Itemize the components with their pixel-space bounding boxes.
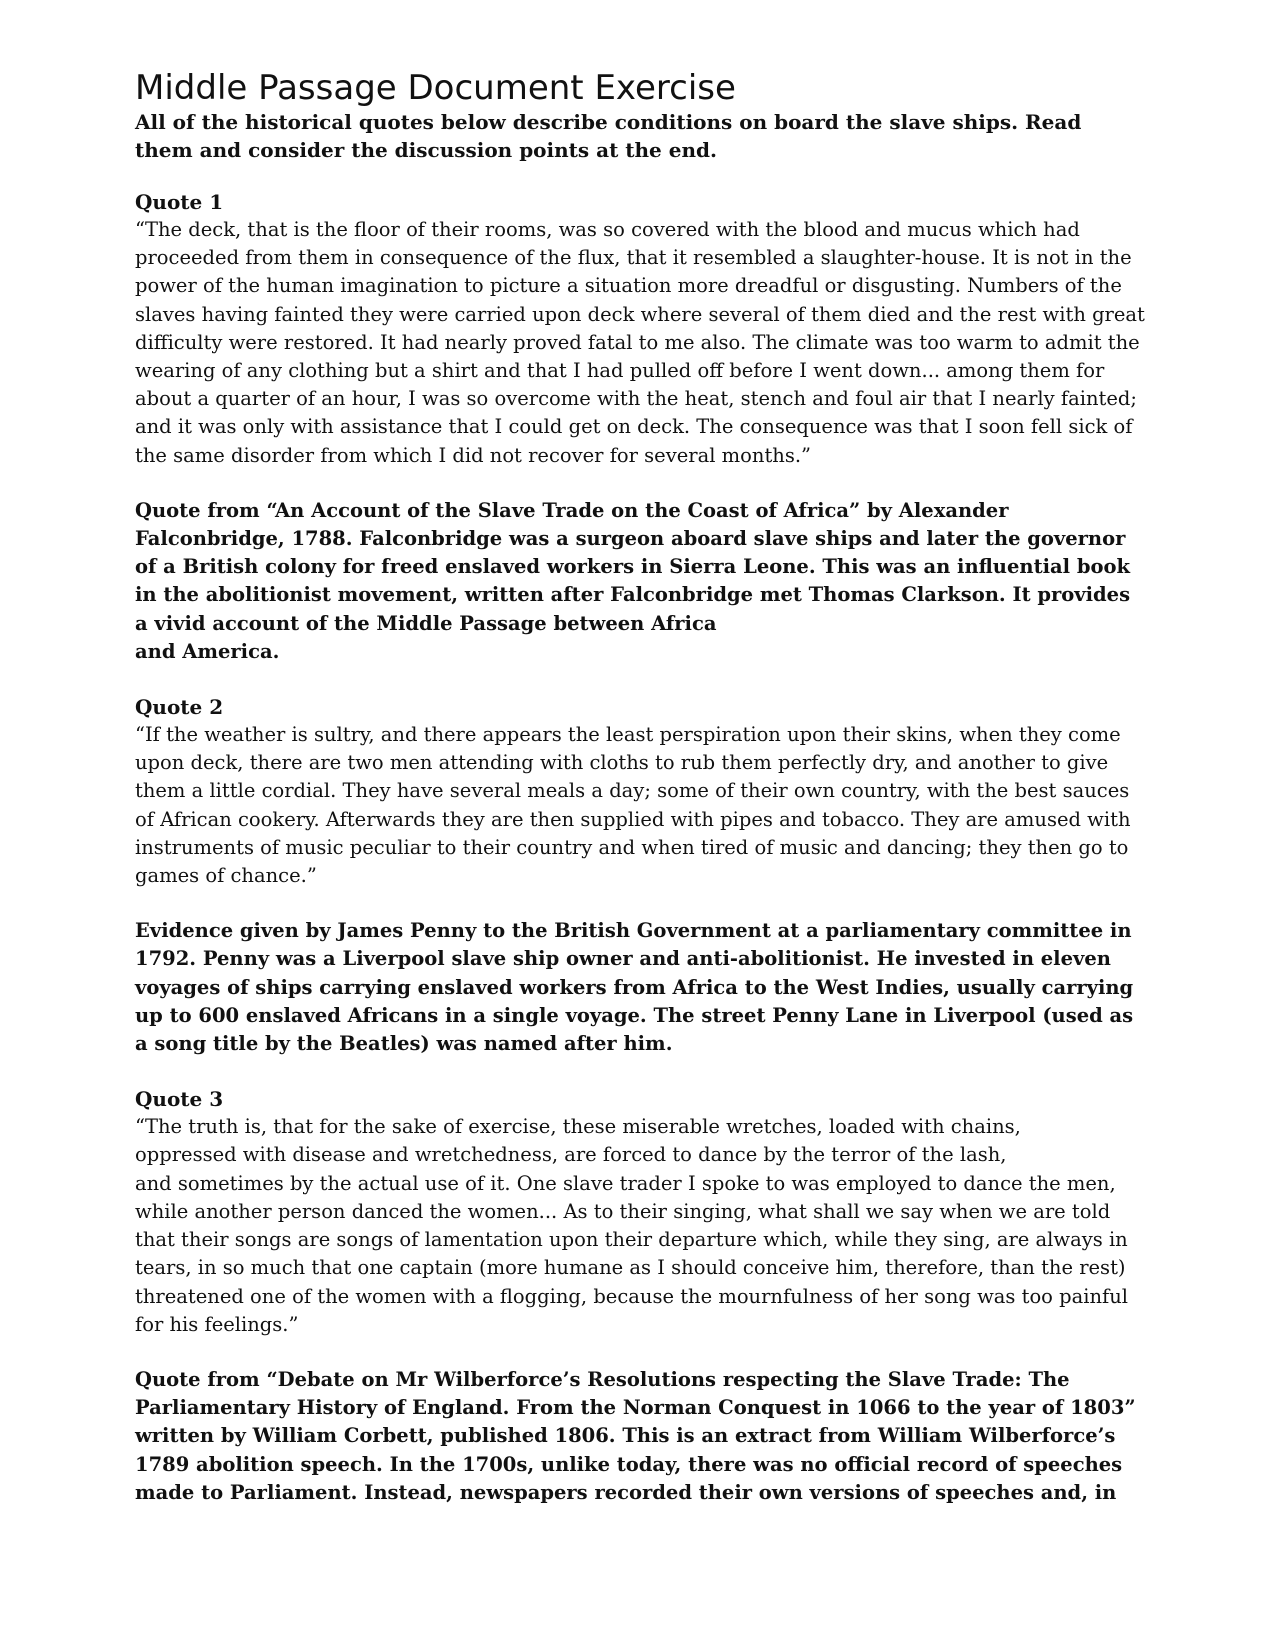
quote-3-text-rest: and sometimes by the actual use of it. One slave trader I spoke to was employed to dance the men, while another person danced the women... As to their singing, what shall we say when we are told that their songs are songs of lamentation upon their departure which, while they sing, are always in tears, in so much that one captain (more humane as I should conceive him, therefore, than the rest) threatened one of the women with a flogging, because the mournfulness of her song was too painful for his feelings.” (135, 1171, 1129, 1336)
quote-3-text (135, 1113, 1145, 1339)
page-title: Middle Passage Document Exercise (135, 68, 736, 108)
quote-1-source-main: Quote from “An Account of the Slave Trade on the Coast of Africa” by Alexander Falconbridge, 1788. Falconbridge was a surgeon aboard slave ships and later the governor of a British colony for freed enslaved workers in Sierra Leone. This was an influential book in the abolitionist movement, written after Falconbridge met Thomas Clarkson. It provides a vivid account of the Middle Passage between Africa (135, 498, 1131, 635)
quote-3-section (135, 1085, 1145, 1507)
quote-2-section (135, 693, 1145, 1058)
quote-2-text: “If the weather is sultry, and there appears the least perspiration upon their skins, when they come upon deck, there are two men attending with cloths to rub them perfectly dry, and another to give them a little cordial. They have several meals a day; some of their own country, with the best sauces of African cookery. Afterwards they are then supplied with pipes and tobacco. They are amused with instruments of music peculiar to their country and when tired of music and dancing; they then go to games of chance.” (135, 723, 1131, 888)
quote-3-text-line-2: oppressed with disease and wretchedness, are forced to dance by the terror of the lash, (135, 1143, 1007, 1167)
intro-instructions: All of the historical quotes below describe conditions on board the slave ships. Read them and consider the discussion points at the end. (135, 110, 1082, 162)
quote-3-heading: Quote 3 (135, 1087, 224, 1112)
quote-3-text-line-1: “The truth is, that for the sake of exercise, these miserable wretches, loaded with chains, (135, 1115, 1021, 1139)
quote-1-source (135, 497, 1145, 666)
quote-1-source-tail: and America. (135, 639, 280, 663)
quote-1-section (135, 188, 1145, 666)
quote-1-heading: Quote 1 (135, 190, 224, 214)
quote-2-heading: Quote 2 (135, 695, 224, 720)
document-body (135, 68, 1145, 1534)
quote-1-text: “The deck, that is the floor of their rooms, was so covered with the blood and mucus which had proceeded from them in consequence of the flux, that it resembled a slaughter-house. It is not in the power of the human imagination to picture a situation more dreadful or disgusting. Numbers of the slaves having fainted they were carried upon deck where several of them died and the rest with great difficulty were restored. It had nearly proved fatal to me also. The climate was too warm to admit the wearing of any clothing but a shirt and that I had pulled off before I went down... among them for about a quarter of an hour, I was so overcome with the heat, stench and foul air that I nearly fainted; and it was only with assistance that I could get on deck. The consequence was that I soon fell sick of the same disorder from which I did not recover for several months.” (135, 218, 1145, 467)
quote-3-source: Quote from “Debate on Mr Wilberforce’s Resolutions respecting the Slave Trade: The Parliamentary History of England. From the Norman Conquest in 1066 to the year of 1803” written by William Corbett, published 1806. This is an extract from William Wilberforce’s 1789 abolition speech. In the 1700s, unlike today, there was no official record of speeches made to Parliament. Instead, newspapers recorded their own versions of speeches and, in (135, 1367, 1136, 1504)
quote-2-source: Evidence given by James Penny to the British Government at a parliamentary committee in 1792. Penny was a Liverpool slave ship owner and anti-abolitionist. He invested in eleven voyages of ships carrying enslaved workers from Africa to the West Indies, usually carrying up to 600 enslaved Africans in a single voyage. The street Penny Lane in Liverpool (used as a song title by the Beatles) was named after him. (135, 919, 1134, 1056)
